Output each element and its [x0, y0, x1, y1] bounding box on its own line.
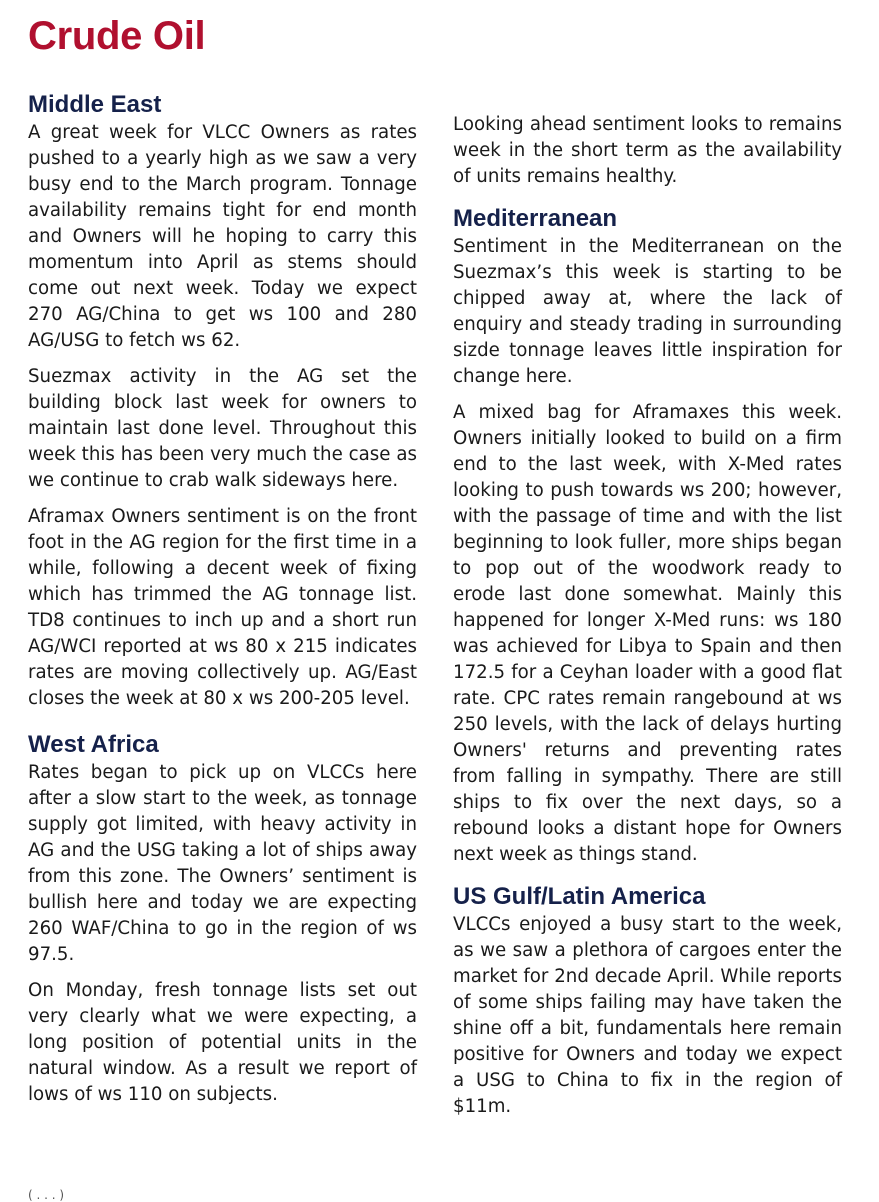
section-middle-east [28, 90, 417, 712]
page-title: Crude Oil [28, 14, 206, 58]
section-heading-west-africa: West Africa [28, 731, 159, 758]
paragraph: Sentiment in the Mediterranean on the Suezmax’s this week is starting to be chipped away at, where the lack of enquiry and steady trading in surrounding sizde tonnage leaves little inspiration for change here. [453, 236, 842, 387]
section-heading-middle-east: Middle East [28, 91, 162, 118]
paragraph: Rates began to pick up on VLCCs here after a slow start to the week, as tonnage supply got limited, with heavy activity in AG and the USG taking a lot of ships away from this zone. The Owners’ sentiment is bullish here and today we are expecting 260 WAF/China to go in the region of ws 97.5. [28, 762, 417, 965]
paragraph: Suezmax activity in the AG set the building block last week for owners to maintain last done level. Throughout this week this has been very much the case as we continue to crab walk sideways here. [28, 366, 417, 491]
section-west-africa [28, 730, 417, 1108]
section-mediterranean [453, 204, 842, 868]
left-column [28, 90, 417, 1126]
paragraph: A mixed bag for Aframaxes this week. Owners initially looked to build on a firm end to the last week, with X-Med rates looking to push towards ws 200; however, with the passage of time and with the list beginning to look fuller, more ships began to pop out of the woodwork ready to erode last done somewhat. Mainly this happened for longer X-Med runs: ws 180 was achieved for Libya to Spain and then 172.5 for a Ceyhan loader with a good flat rate. CPC rates remain rangebound at ws 250 levels, with the lack of delays hurting Owners' returns and preventing rates from falling in sympathy. There are still ships to fix over the next days, so a rebound looks a distant hope for Owners next week as things stand. [453, 402, 842, 865]
paragraph: VLCCs enjoyed a busy start to the week, as we saw a plethora of cargoes enter the market for 2nd decade April. While reports of some ships failing may have taken the shine off a bit, fundamentals here remain positive for Owners and today we expect a USG to China to fix in the region of $11m. [453, 914, 842, 1117]
paragraph: Aframax Owners sentiment is on the front foot in the AG region for the first time in a while, following a decent week of fixing which has trimmed the AG tonnage list. TD8 continues to inch up and a short run AG/WCI reported at ws 80 x 215 indicates rates are moving collectively up. AG/East closes the week at 80 x ws 200-205 level. [28, 506, 417, 709]
paragraph: On Monday, fresh tonnage lists set out very clearly what we were expecting, a long position of potential units in the natural window. As a result we report of lows of ws 110 on subjects. [28, 980, 417, 1105]
section-us-gulf [453, 882, 842, 1120]
section-middle-east-continued [453, 112, 842, 190]
right-column [453, 112, 842, 1134]
paragraph: A great week for VLCC Owners as rates pushed to a yearly high as we saw a very busy end to the March program. Tonnage availability remains tight for end month and Owners will he hoping to carry this momentum into April as stems should come out next week. Today we expect 270 AG/China to get ws 100 and 280 AG/USG to fetch ws 62. [28, 122, 417, 351]
section-heading-mediterranean: Mediterranean [453, 205, 618, 232]
cropped-footer-text: ( . . . ) [28, 1188, 65, 1202]
section-heading-us-gulf: US Gulf/Latin America [453, 883, 706, 910]
paragraph: Looking ahead sentiment looks to remains week in the short term as the availability of units remains healthy. [453, 114, 842, 187]
